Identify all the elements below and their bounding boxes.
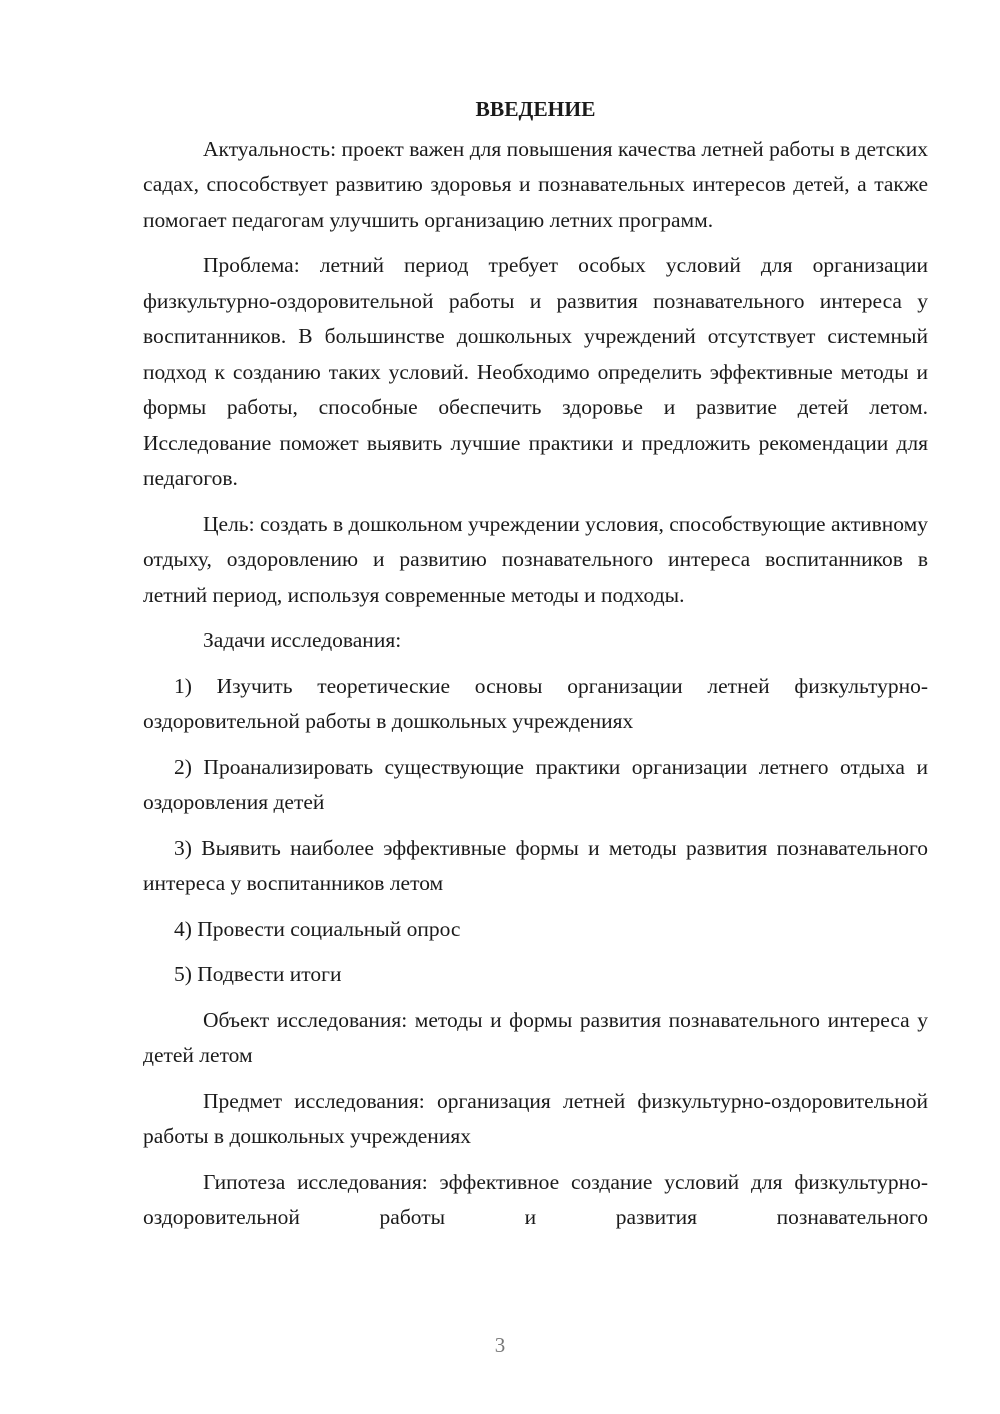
paragraph-relevance: Актуальность: проект важен для повышения качества летней работы в детских садах, способствует развитию здоровья и познавательных интересов детей, а также помогает педагогам улучшить организацию летних программ.	[143, 136, 928, 232]
paragraph-tasks-heading: Задачи исследования:	[203, 628, 402, 652]
task-item: 4) Провести социальный опрос	[174, 916, 461, 941]
paragraph-hypothesis: Гипотеза исследования: эффективное создание условий для физкультурно-оздоровительной работы и развития познавательного	[143, 1169, 928, 1229]
paragraph-problem: Проблема: летний период требует особых условий для организации физкультурно-оздоровительной работы и развития познавательного интереса у воспитанников. В большинстве дошкольных учреждений отсутствует системный подход к созданию таких условий. Необходимо определить эффективные методы и формы работы, способные обеспечить здоровье и развитие детей летом. Исследование поможет выявить лучшие практики и предложить рекомендации для педагогов.	[143, 253, 928, 490]
task-item: 5) Подвести итоги	[174, 962, 342, 986]
page-title: ВВЕДЕНИЕ	[475, 97, 596, 121]
paragraph-goal: Цель: создать в дошкольном учреждении условия, способствующие активному отдыху, оздоровлению и развитию познавательного интереса воспитанников в летний период, используя современные методы и подходы.	[143, 511, 928, 607]
task-item: 2) Проанализировать существующие практики организации летнего отдыха и оздоровления детей	[143, 754, 928, 814]
task-item: 1) Изучить теоретические основы организации летней физкультурно-оздоровительной работы в дошкольных учреждениях	[143, 673, 928, 733]
paragraph-object: Объект исследования: методы и формы развития познавательного интереса у детей летом	[143, 1007, 928, 1067]
page-body	[143, 92, 928, 1246]
paragraph-subject: Предмет исследования: организация летней физкультурно-оздоровительной работы в дошкольных учреждениях	[143, 1088, 928, 1148]
task-item: 3) Выявить наиболее эффективные формы и методы развития познавательного интереса у воспитанников летом	[143, 835, 928, 895]
page-number: 3	[494, 1333, 506, 1357]
